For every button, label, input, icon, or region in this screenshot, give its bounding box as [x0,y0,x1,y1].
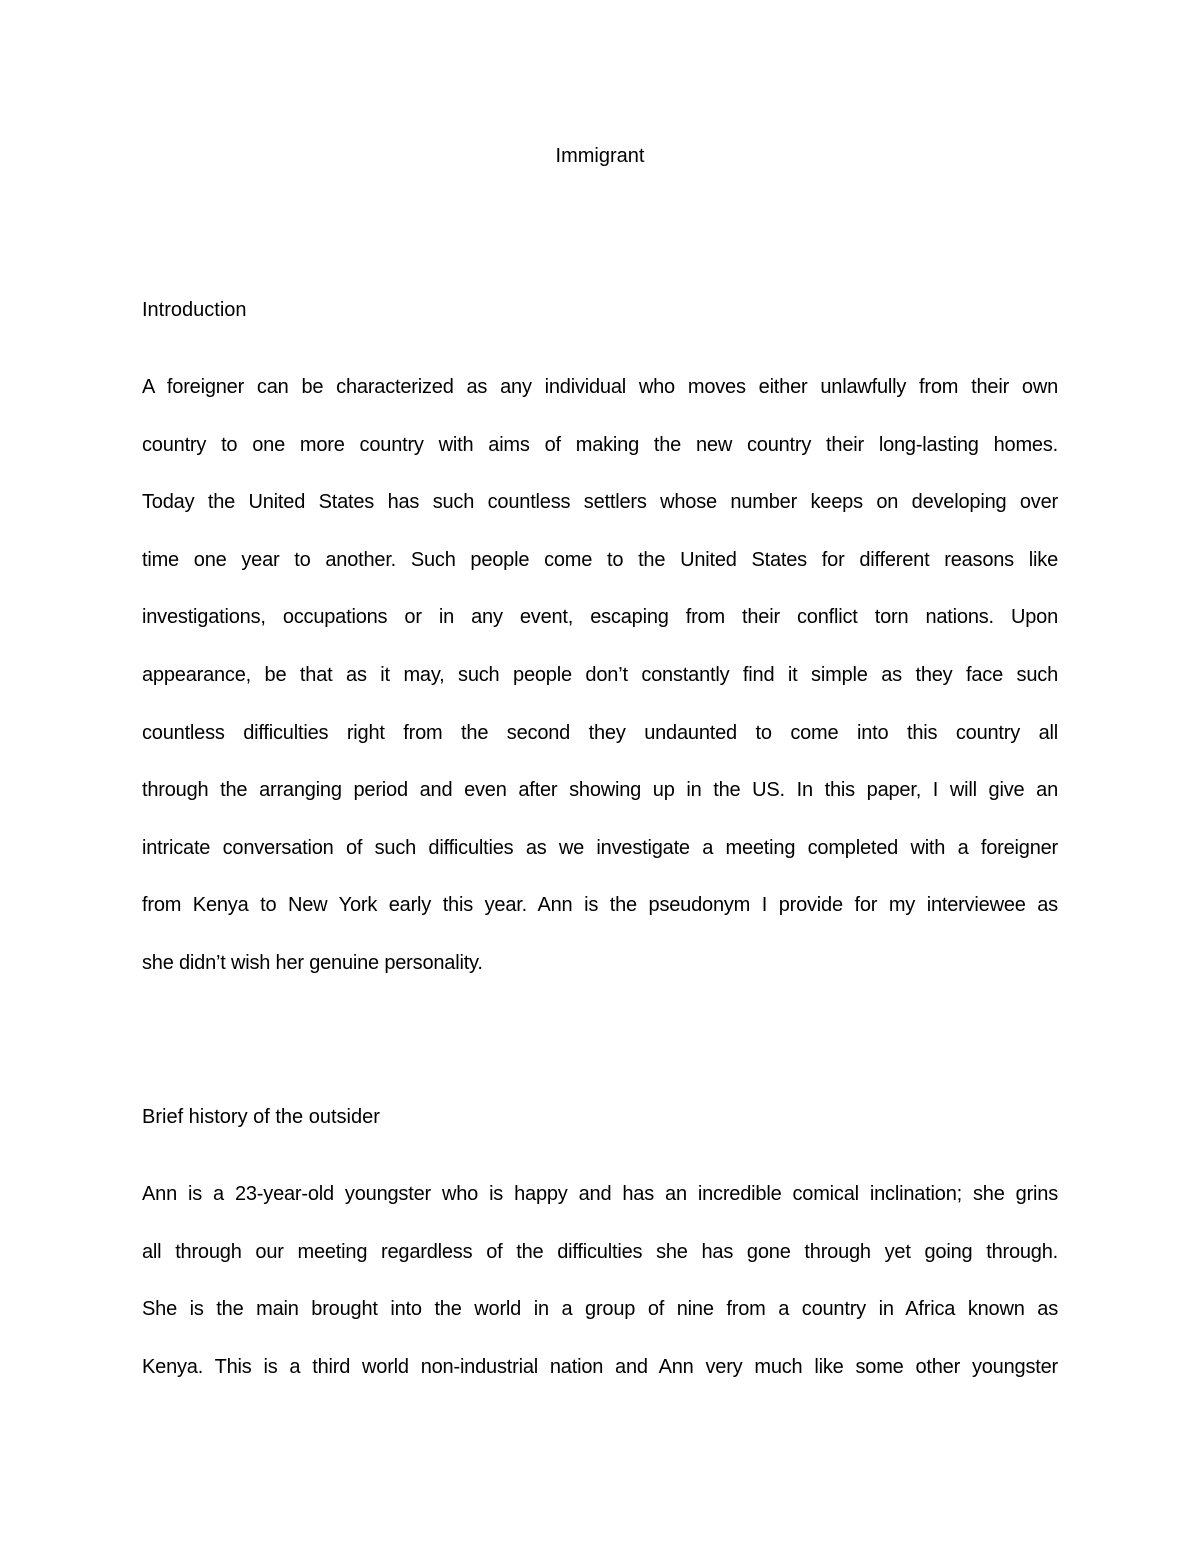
paragraph-brief-history [142,1180,1058,1410]
text-line: intricate conversation of such difficulties as we investigate a meeting completed with a foreigner [142,836,1058,859]
text-line: Ann is a 23-year-old youngster who is happy and has an incredible comical inclination; she grins [142,1183,1058,1205]
text-line: investigations, occupations or in any event, escaping from their conflict torn nations. Upon [142,606,1058,629]
text-line: Kenya. This is a third world non-industrial nation and Ann very much like some other youngster [142,1355,1058,1378]
paragraph-introduction [142,373,1058,1007]
text-line: through the arranging period and even after showing up in the US. In this paper, I will give an [142,779,1058,802]
text-line: Today the United States has such countless settlers whose number keeps on developing over [142,491,1058,514]
text-line: she didn’t wish her genuine personality. [142,951,483,974]
text-line: A foreigner can be characterized as any individual who moves either unlawfully from their own [142,376,1058,398]
text-line: all through our meeting regardless of the difficulties she has gone through yet going through. [142,1240,1058,1263]
text-line: appearance, be that as it may, such people don’t constantly find it simple as they face such [142,663,1058,686]
document-title: Immigrant [555,145,645,167]
text-line: countless difficulties right from the second they undaunted to come into this country all [142,721,1058,744]
text-line: country to one more country with aims of making the new country their long-lasting homes. [142,433,1058,456]
text-line: She is the main brought into the world in a group of nine from a country in Africa known as [142,1298,1058,1321]
text-line: from Kenya to New York early this year. Ann is the pseudonym I provide for my interviewee as [142,894,1058,917]
section-heading-introduction: Introduction [142,299,247,321]
text-line: time one year to another. Such people come to the United States for different reasons like [142,548,1058,571]
section-heading-brief-history: Brief history of the outsider [142,1106,380,1128]
